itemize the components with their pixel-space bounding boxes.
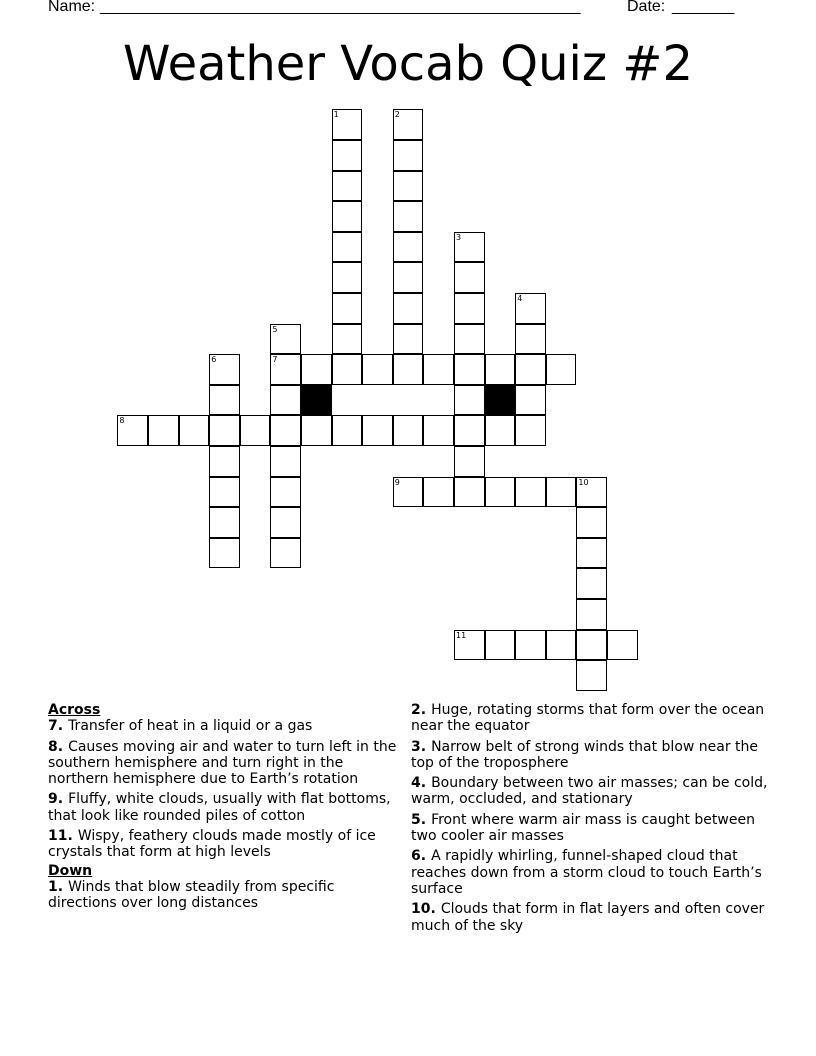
cell-number: 9 (394, 477, 400, 487)
cell-number: 11 (456, 630, 467, 640)
grid-cell[interactable] (362, 354, 393, 385)
grid-cell[interactable] (332, 109, 363, 140)
grid-cell[interactable] (515, 324, 546, 355)
clues-column-left (48, 702, 398, 916)
grid-cell[interactable] (454, 262, 485, 293)
clue-number: 3. (411, 738, 427, 755)
clue-number: 2. (411, 702, 427, 718)
clue-number: 7. (48, 718, 64, 735)
grid-cell[interactable] (485, 630, 516, 661)
clue-down-5 (411, 812, 771, 845)
grid-cell[interactable] (393, 171, 424, 202)
clue-across-9 (48, 791, 398, 824)
grid-cell[interactable] (332, 354, 363, 385)
grid-cell[interactable] (576, 630, 607, 661)
grid-cell[interactable] (454, 324, 485, 355)
page-title: Weather Vocab Quiz #2 (122, 36, 694, 92)
date-label: Date: (627, 0, 666, 15)
grid-cell[interactable] (393, 201, 424, 232)
cell-number: 8 (119, 416, 125, 426)
cell-number: 4 (517, 294, 523, 303)
clue-number: 8. (48, 738, 64, 755)
clue-text: Clouds that form in flat layers and often cover much of the sky (411, 901, 765, 934)
grid-cell[interactable] (607, 630, 638, 661)
grid-cell[interactable] (270, 446, 301, 477)
grid-cell[interactable] (393, 109, 424, 140)
grid-cell[interactable] (393, 140, 424, 171)
clue-number: 4. (411, 775, 427, 792)
grid-cell[interactable] (485, 477, 516, 508)
cell-number: 5 (272, 324, 278, 334)
grid-cell[interactable] (423, 354, 454, 385)
grid-cell[interactable] (148, 415, 179, 446)
clue-text: Front where warm air mass is caught between two cooler air masses (411, 811, 755, 845)
grid-cell[interactable] (117, 415, 148, 446)
grid-cell[interactable] (270, 538, 301, 569)
grid-cell[interactable] (576, 660, 607, 691)
grid-cell[interactable] (270, 477, 301, 508)
date-field[interactable]: _______ (672, 0, 735, 15)
grid-cell[interactable] (576, 477, 607, 508)
grid-cell[interactable] (209, 354, 240, 385)
grid-cell[interactable] (454, 446, 485, 477)
grid-cell[interactable] (576, 568, 607, 599)
grid-cell[interactable] (546, 354, 577, 385)
grid-block-cell (301, 385, 332, 416)
across-heading: Across (48, 702, 101, 718)
grid-cell[interactable] (393, 415, 424, 446)
grid-cell[interactable] (485, 354, 516, 385)
clue-across-7 (48, 718, 398, 734)
grid-cell[interactable] (362, 415, 393, 446)
grid-cell[interactable] (423, 477, 454, 508)
clue-number: 10. (411, 901, 436, 918)
clue-down-6 (411, 848, 771, 897)
grid-cell[interactable] (270, 507, 301, 538)
grid-cell[interactable] (209, 507, 240, 538)
grid-cell[interactable] (454, 415, 485, 446)
clue-text: Narrow belt of strong winds that blow near the top of the troposphere (411, 738, 759, 771)
grid-cell[interactable] (270, 415, 301, 446)
grid-cell[interactable] (209, 477, 240, 508)
grid-cell[interactable] (332, 324, 363, 355)
clue-number: 9. (48, 791, 64, 808)
grid-cell[interactable] (393, 324, 424, 355)
grid-cell[interactable] (423, 415, 454, 446)
grid-cell[interactable] (209, 538, 240, 569)
grid-cell[interactable] (332, 293, 363, 324)
grid-cell[interactable] (209, 446, 240, 477)
grid-cell[interactable] (393, 293, 424, 324)
grid-cell[interactable] (576, 538, 607, 569)
down-heading: Down (48, 862, 93, 879)
grid-cell[interactable] (393, 232, 424, 263)
grid-cell[interactable] (393, 262, 424, 293)
grid-cell[interactable] (576, 599, 607, 630)
grid-cell[interactable] (454, 385, 485, 416)
grid-cell[interactable] (240, 415, 271, 446)
grid-cell[interactable] (332, 201, 363, 232)
clue-across-11 (48, 828, 398, 861)
grid-block-cell (485, 385, 516, 416)
grid-cell[interactable] (515, 354, 546, 385)
name-label: Name: (48, 0, 96, 15)
grid-cell[interactable] (209, 385, 240, 416)
grid-cell[interactable] (301, 415, 332, 446)
grid-cell[interactable] (332, 140, 363, 171)
grid-cell[interactable] (515, 477, 546, 508)
grid-cell[interactable] (546, 477, 577, 508)
clue-number: 1. (48, 878, 64, 895)
grid-cell[interactable] (515, 293, 546, 324)
name-field[interactable]: ______________________________________________________ (100, 0, 581, 15)
grid-cell[interactable] (515, 415, 546, 446)
grid-cell[interactable] (546, 630, 577, 661)
grid-cell[interactable] (270, 385, 301, 416)
grid-cell[interactable] (393, 354, 424, 385)
clue-text: Huge, rotating storms that form over the ocean near the equator (411, 702, 765, 735)
grid-cell[interactable] (332, 415, 363, 446)
cell-number: 3 (456, 232, 462, 242)
clue-across-8 (48, 739, 398, 788)
grid-cell[interactable] (393, 477, 424, 508)
clue-text: Transfer of heat in a liquid or a gas (68, 718, 313, 735)
clue-text: Causes moving air and water to turn left in the southern hemisphere and turn right in the northern hemisphere due to Earth’s rotation (48, 738, 397, 788)
clue-text: Winds that blow steadily from specific directions over long distances (48, 878, 335, 912)
clue-text: Fluffy, white clouds, usually with flat bottoms, that look like rounded piles of cotton (48, 791, 391, 824)
clue-number: 5. (411, 811, 427, 828)
clue-number: 11. (48, 828, 73, 845)
clue-down-1 (48, 879, 398, 912)
clue-text: Wispy, feathery clouds made mostly of ice crystals that form at high levels (48, 828, 376, 861)
grid-cell[interactable] (270, 324, 301, 355)
grid-cell[interactable] (515, 385, 546, 416)
grid-cell[interactable] (332, 171, 363, 202)
grid-cell[interactable] (301, 354, 332, 385)
clue-number: 6. (411, 848, 427, 865)
grid-cell[interactable] (454, 630, 485, 661)
clue-down-4 (411, 775, 771, 808)
grid-cell[interactable] (332, 262, 363, 293)
clue-down-2 (411, 702, 771, 735)
cell-number: 1 (333, 110, 339, 120)
grid-cell[interactable] (485, 415, 516, 446)
grid-cell[interactable] (454, 232, 485, 263)
clue-text: Boundary between two air masses; can be cold, warm, occluded, and stationary (411, 775, 768, 808)
clue-text: A rapidly whirling, funnel-shaped cloud that reaches down from a storm cloud to touch Earth’s surface (411, 848, 762, 897)
cell-number: 7 (272, 355, 278, 365)
grid-cell[interactable] (454, 293, 485, 324)
grid-cell[interactable] (454, 477, 485, 508)
grid-cell[interactable] (270, 354, 301, 385)
grid-cell[interactable] (576, 507, 607, 538)
cell-number: 10 (578, 477, 589, 487)
clue-down-10 (411, 901, 771, 934)
clue-down-3 (411, 739, 771, 772)
grid-cell[interactable] (515, 630, 546, 661)
cell-number: 2 (394, 110, 400, 120)
clues-column-right (411, 702, 771, 938)
grid-cell[interactable] (454, 354, 485, 385)
grid-cell[interactable] (209, 415, 240, 446)
cell-number: 6 (211, 355, 217, 365)
grid-cell[interactable] (179, 415, 210, 446)
grid-cell[interactable] (332, 232, 363, 263)
